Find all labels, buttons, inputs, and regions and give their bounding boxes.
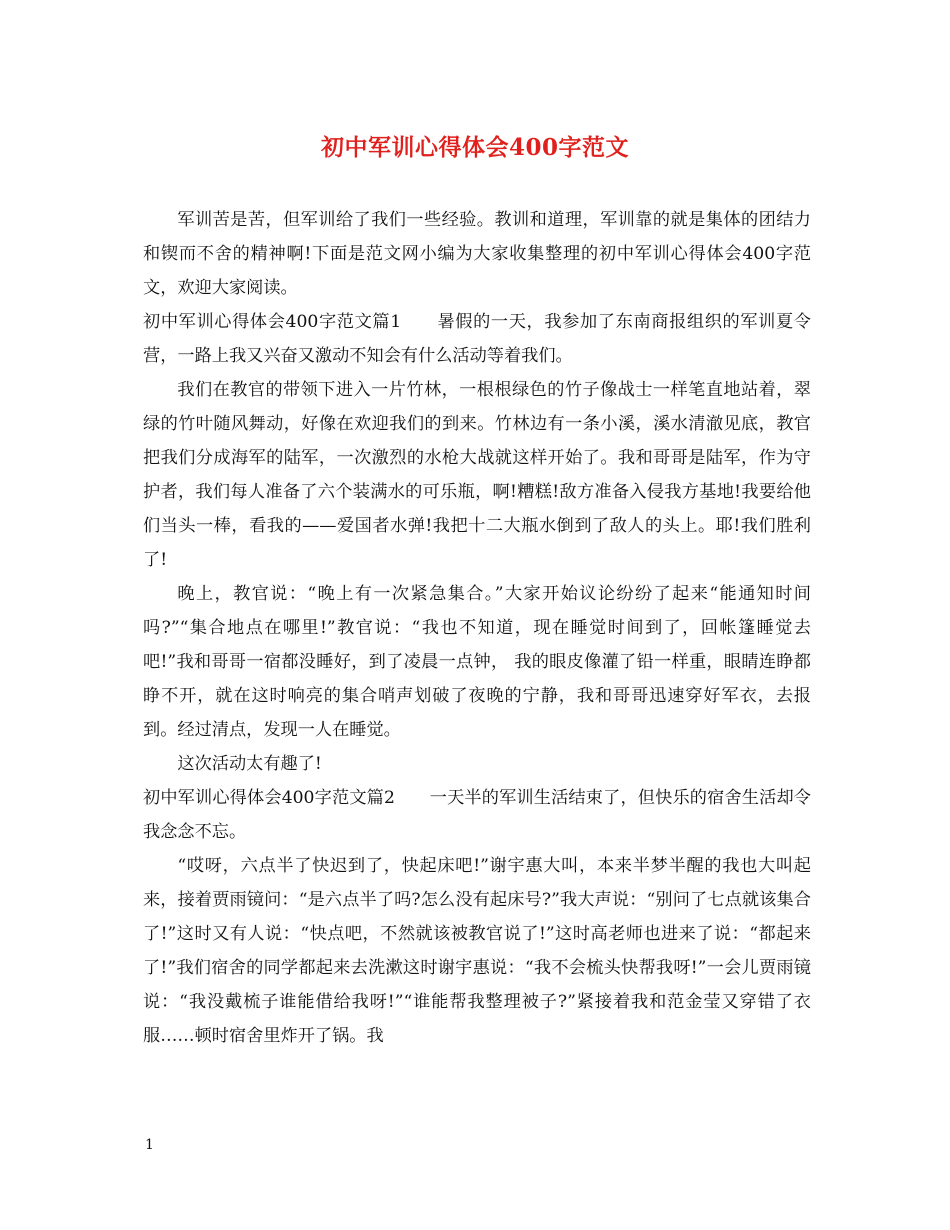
- section-heading-paragraph-1: 初中军训心得体会400字范文篇1 暑假的一天，我参加了东南商报组织的军训夏令营，一路上我又兴奋又激动不知会有什么活动等着我们。: [143, 312, 811, 366]
- section-heading-paragraph-2: 初中军训心得体会400字范文篇2 一天半的军训生活结束了，但快乐的宿舍生活却令我念念不忘。: [143, 788, 811, 842]
- page-title: 初中军训心得体会400字范文: [320, 134, 629, 161]
- body-paragraph: 晚上，教官说：“晚上有一次紧急集合。”大家开始议论纷纷了起来“能通知时间吗?”“集合地点在哪里!”教官说：“我也不知道，现在睡觉时间到了，回帐篷睡觉去吧!”我和哥哥一宿都没睡好，到了凌晨一点钟， 我的眼皮像灌了铅一样重，眼睛连睁都睁不开，就在这时响亮的集合哨声划破了夜晚的宁静，我和哥哥迅速穿好军衣，去报到。经过清点，发现一人在睡觉。: [143, 584, 811, 740]
- body-paragraph: 我们在教官的带领下进入一片竹林，一根根绿色的竹子像战士一样笔直地站着，翠绿的竹叶随风舞动，好像在欢迎我们的到来。竹林边有一条小溪，溪水清澈见底，教官把我们分成海军的陆军，一次激烈的水枪大战就这样开始了。我和哥哥是陆军，作为守护者，我们每人准备了六个装满水的可乐瓶，啊!糟糕!敌方准备入侵我方基地!我要给他们当头一棒，看我的——爱国者水弹!我把十二大瓶水倒到了敌人的头上。耶!我们胜利了!: [143, 380, 811, 570]
- body-paragraph: 这次活动太有趣了!: [177, 754, 322, 774]
- body-paragraph: “哎呀，六点半了快迟到了，快起床吧!”谢宇惠大叫，本来半梦半醒的我也大叫起来，接着贾雨镜问：“是六点半了吗?怎么没有起床号?”我大声说：“别问了七点就该集合了!”这时又有人说：“快点吧，不然就该被教官说了!”这时高老师也进来了说：“都起来了!”我们宿舍的同学都起来去洗漱这时谢宇惠说：“我不会梳头快帮我呀!”一会儿贾雨镜说：“我没戴梳子谁能借给我呀!”“谁能帮我整理被子?”紧接着我和范金莹又穿错了衣服……顿时宿舍里炸开了锅。我: [143, 856, 811, 1046]
- document-body: [143, 203, 811, 1053]
- page-number: 1: [145, 1137, 154, 1153]
- intro-paragraph: 军训苦是苦，但军训给了我们一些经验。教训和道理，军训靠的就是集体的团结力和锲而不舍的精神啊!下面是范文网小编为大家收集整理的初中军训心得体会400字范文，欢迎大家阅读。: [143, 210, 811, 298]
